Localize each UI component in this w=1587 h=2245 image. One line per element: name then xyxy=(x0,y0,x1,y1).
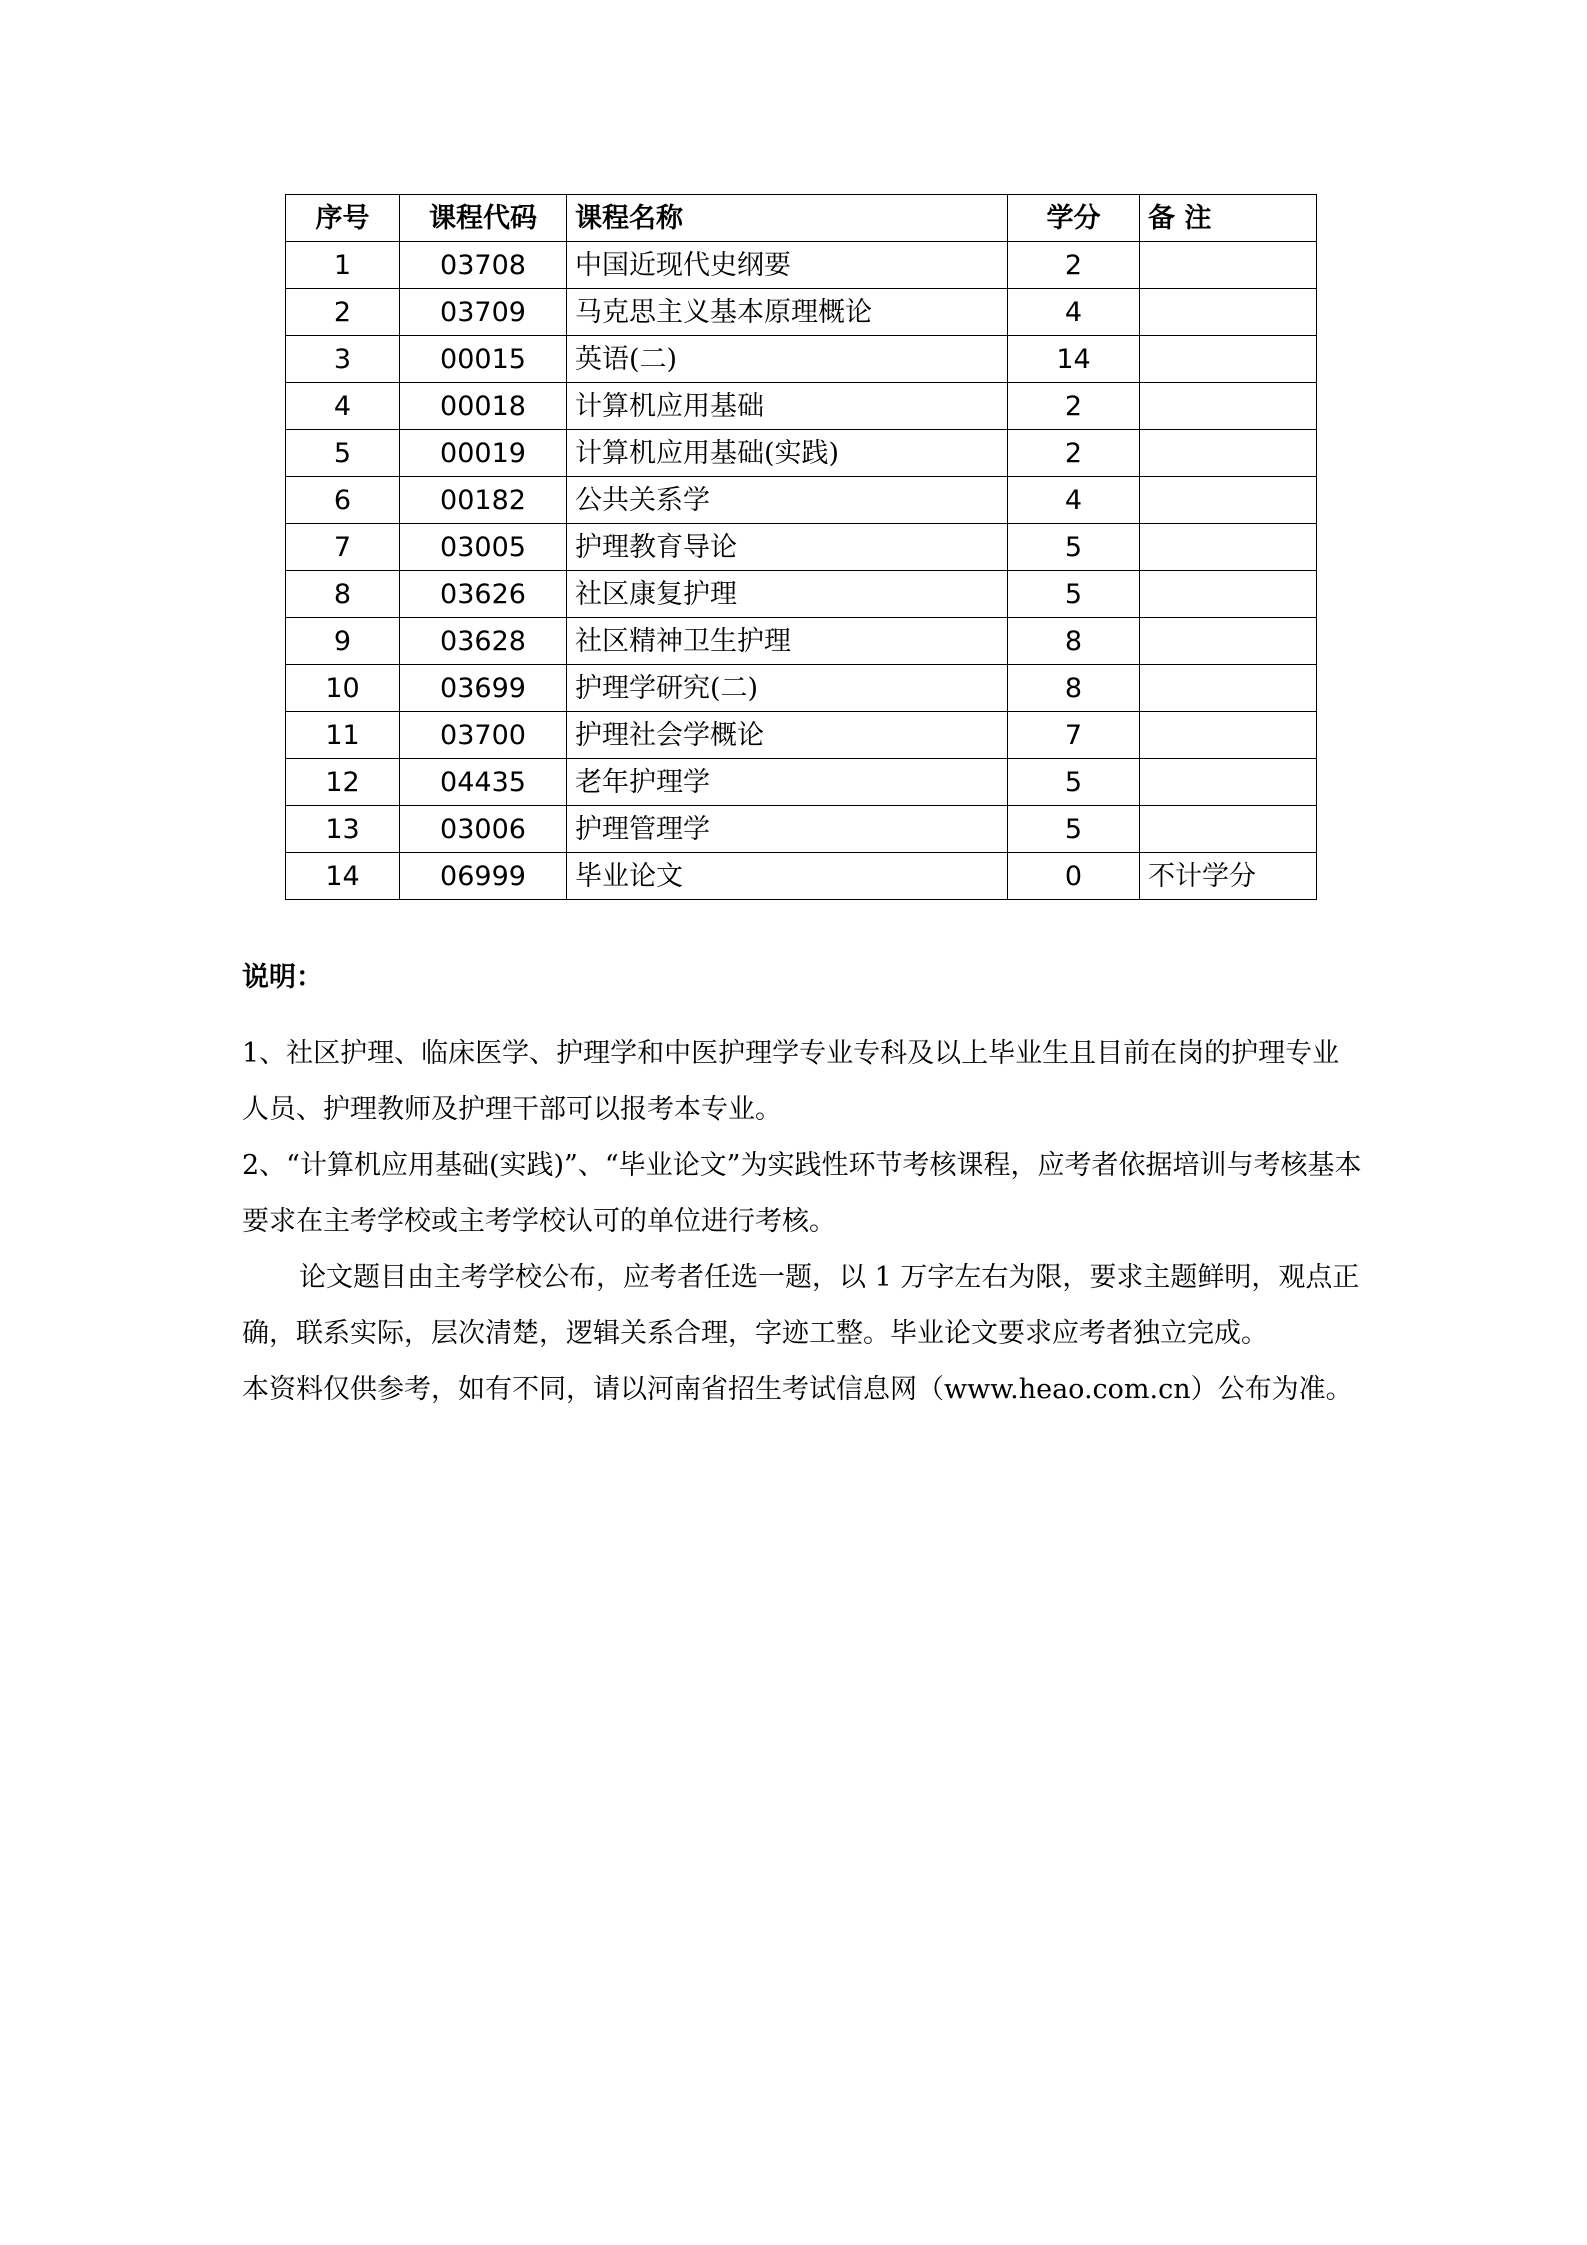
cell-name: 马克思主义基本原理概论 xyxy=(567,289,1008,336)
cell-index: 6 xyxy=(286,477,400,524)
cell-index: 5 xyxy=(286,430,400,477)
table-body xyxy=(286,242,1317,900)
cell-name: 毕业论文 xyxy=(567,853,1008,900)
cell-index: 14 xyxy=(286,853,400,900)
cell-name: 护理教育导论 xyxy=(567,524,1008,571)
table-row xyxy=(286,383,1317,430)
cell-index: 11 xyxy=(286,712,400,759)
cell-credit: 2 xyxy=(1008,430,1140,477)
cell-index: 10 xyxy=(286,665,400,712)
cell-credit: 5 xyxy=(1008,806,1140,853)
cell-note: 不计学分 xyxy=(1140,853,1317,900)
cell-note xyxy=(1140,383,1317,430)
cell-note xyxy=(1140,477,1317,524)
note-item-4: 本资料仅供参考，如有不同，请以河南省招生考试信息网（www.heao.com.cn）公布为准。 xyxy=(242,1374,1353,1405)
table-row xyxy=(286,477,1317,524)
cell-note xyxy=(1140,430,1317,477)
cell-index: 8 xyxy=(286,571,400,618)
cell-note xyxy=(1140,806,1317,853)
cell-code: 03626 xyxy=(400,571,567,618)
cell-code: 03006 xyxy=(400,806,567,853)
table-row xyxy=(286,759,1317,806)
cell-index: 13 xyxy=(286,806,400,853)
cell-credit: 5 xyxy=(1008,524,1140,571)
cell-index: 9 xyxy=(286,618,400,665)
cell-credit: 2 xyxy=(1008,242,1140,289)
cell-note xyxy=(1140,665,1317,712)
note-item-2: 2、“计算机应用基础(实践)”、“毕业论文”为实践性环节考核课程，应考者依据培训与考核基本要求在主考学校或主考学校认可的单位进行考核。 xyxy=(242,1150,1362,1237)
cell-credit: 8 xyxy=(1008,618,1140,665)
cell-name: 护理管理学 xyxy=(567,806,1008,853)
header-credit: 学分 xyxy=(1008,195,1140,242)
table-row xyxy=(286,806,1317,853)
table-header-row xyxy=(286,195,1317,242)
header-index: 序号 xyxy=(286,195,400,242)
note-item-1: 1、社区护理、临床医学、护理学和中医护理学专业专科及以上毕业生且目前在岗的护理专业人员、护理教师及护理干部可以报考本专业。 xyxy=(242,1038,1340,1125)
cell-name: 护理学研究(二) xyxy=(567,665,1008,712)
cell-index: 12 xyxy=(286,759,400,806)
cell-note xyxy=(1140,524,1317,571)
cell-credit: 7 xyxy=(1008,712,1140,759)
note-item-3: 论文题目由主考学校公布，应考者任选一题，以 1 万字左右为限，要求主题鲜明，观点正确，联系实际，层次清楚，逻辑关系合理，字迹工整。毕业论文要求应考者独立完成。 xyxy=(242,1262,1360,1349)
cell-index: 1 xyxy=(286,242,400,289)
cell-name: 社区康复护理 xyxy=(567,571,1008,618)
cell-note xyxy=(1140,618,1317,665)
course-table xyxy=(285,194,1317,900)
cell-code: 00019 xyxy=(400,430,567,477)
cell-note xyxy=(1140,336,1317,383)
cell-credit: 5 xyxy=(1008,571,1140,618)
cell-note xyxy=(1140,712,1317,759)
table-row xyxy=(286,712,1317,759)
table-row xyxy=(286,242,1317,289)
cell-name: 护理社会学概论 xyxy=(567,712,1008,759)
cell-note xyxy=(1140,289,1317,336)
cell-code: 03708 xyxy=(400,242,567,289)
cell-code: 03709 xyxy=(400,289,567,336)
cell-note xyxy=(1140,242,1317,289)
cell-code: 00018 xyxy=(400,383,567,430)
cell-name: 英语(二) xyxy=(567,336,1008,383)
header-name: 课程名称 xyxy=(567,195,1008,242)
cell-credit: 8 xyxy=(1008,665,1140,712)
cell-code: 00015 xyxy=(400,336,567,383)
cell-index: 4 xyxy=(286,383,400,430)
cell-credit: 14 xyxy=(1008,336,1140,383)
notes-section xyxy=(242,950,1362,1418)
table-row xyxy=(286,665,1317,712)
notes-title: 说明： xyxy=(242,962,323,993)
cell-credit: 4 xyxy=(1008,289,1140,336)
cell-credit: 4 xyxy=(1008,477,1140,524)
cell-code: 00182 xyxy=(400,477,567,524)
table-row xyxy=(286,289,1317,336)
cell-credit: 5 xyxy=(1008,759,1140,806)
cell-index: 7 xyxy=(286,524,400,571)
header-note: 备 注 xyxy=(1140,195,1317,242)
table-row xyxy=(286,571,1317,618)
table-row xyxy=(286,336,1317,383)
cell-code: 03005 xyxy=(400,524,567,571)
cell-index: 2 xyxy=(286,289,400,336)
cell-note xyxy=(1140,759,1317,806)
cell-code: 06999 xyxy=(400,853,567,900)
cell-note xyxy=(1140,571,1317,618)
header-code: 课程代码 xyxy=(400,195,567,242)
cell-name: 计算机应用基础(实践) xyxy=(567,430,1008,477)
cell-name: 计算机应用基础 xyxy=(567,383,1008,430)
cell-index: 3 xyxy=(286,336,400,383)
cell-credit: 0 xyxy=(1008,853,1140,900)
table-row xyxy=(286,853,1317,900)
cell-name: 公共关系学 xyxy=(567,477,1008,524)
table-row xyxy=(286,524,1317,571)
table-row xyxy=(286,618,1317,665)
table-row xyxy=(286,430,1317,477)
cell-code: 04435 xyxy=(400,759,567,806)
cell-credit: 2 xyxy=(1008,383,1140,430)
cell-code: 03699 xyxy=(400,665,567,712)
cell-name: 中国近现代史纲要 xyxy=(567,242,1008,289)
cell-name: 社区精神卫生护理 xyxy=(567,618,1008,665)
cell-name: 老年护理学 xyxy=(567,759,1008,806)
cell-code: 03628 xyxy=(400,618,567,665)
cell-code: 03700 xyxy=(400,712,567,759)
